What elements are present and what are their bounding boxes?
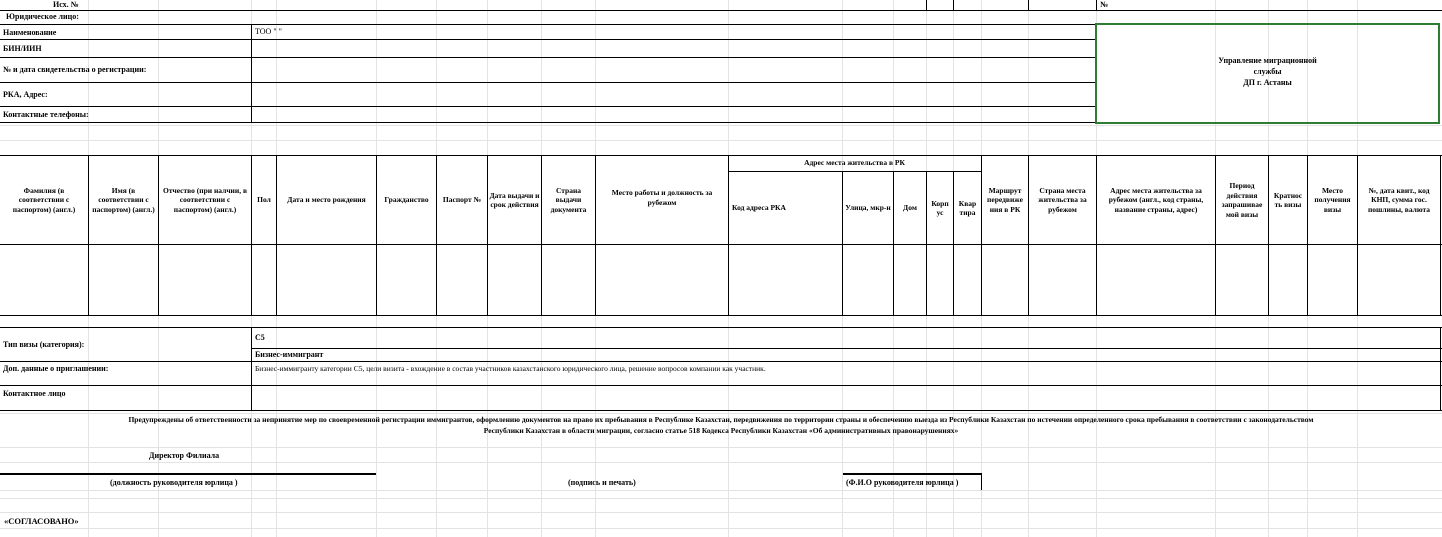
invitation-extra-value[interactable]: Бизнес-иммигранту категории С5, цели визита - вхождение в состав участников казахстанского юридического лица, решение вопросов компании как участник. bbox=[255, 364, 766, 373]
invitation-extra-label: Доп. данные о приглашении: bbox=[3, 364, 109, 373]
name-field[interactable]: ТОО " " bbox=[255, 27, 282, 36]
col-first-name: Имя (в соответствии с паспортом) (англ.) bbox=[92, 185, 155, 214]
fio-caption: (Ф.И.О руководителя юрлица ) bbox=[846, 478, 959, 487]
col-surname: Фамилия (в соответствии с паспортом) (англ.) bbox=[12, 185, 76, 214]
warning-line-1: Предупреждены об ответственности за непринятие мер по своевременной регистрации иммигрантов, оформлению документов на право их пребывания в Республике Казахстан, передвижения по территории страны и обеспечению выезда из Республики Казахстан по истечении определенного срока пребывания в соответствии с законодательством bbox=[128, 415, 1314, 424]
recipient-text bbox=[1097, 55, 1438, 88]
col-residence-country: Страна места жительства за рубежом bbox=[1038, 185, 1087, 214]
col-rka-code: Код адреса РКА bbox=[732, 203, 786, 213]
col-workplace: Место работы и должность за рубежом bbox=[611, 188, 713, 207]
recipient-line-2: службы bbox=[1253, 67, 1282, 76]
out-number-label: Исх. № bbox=[53, 0, 79, 9]
registration-field[interactable] bbox=[252, 58, 1095, 81]
name-label: Наименование bbox=[3, 28, 57, 37]
warning-text bbox=[0, 415, 1442, 436]
col-issue-country: Страна выдачи документа bbox=[550, 185, 587, 214]
bin-label: БИН/ИИН bbox=[3, 44, 42, 53]
phones-field[interactable] bbox=[252, 107, 1095, 121]
col-apartment: Квар тира bbox=[958, 198, 977, 217]
col-passport: Паспорт № bbox=[442, 195, 482, 205]
col-visa-multiplicity: Кратнос ть визы bbox=[1273, 190, 1303, 209]
agreed-label: «СОГЛАСОВАНО» bbox=[4, 516, 79, 526]
visa-type-label: Тип визы (категория): bbox=[3, 340, 85, 349]
recipient-line-1: Управление миграционной bbox=[1218, 56, 1317, 65]
address-label: РКА, Адрес: bbox=[3, 90, 48, 99]
visa-type-name[interactable]: Бизнес-иммигрант bbox=[255, 350, 324, 359]
contact-person-field[interactable] bbox=[252, 386, 1440, 410]
legal-entity-title: Юридическое лицо: bbox=[6, 12, 79, 21]
applicant-data-row[interactable] bbox=[0, 245, 1440, 315]
sign-caption: (подпись и печать) bbox=[568, 478, 636, 487]
col-birth: Дата и место рождения bbox=[287, 195, 366, 205]
col-fee-receipt: №, дата квит., код КНП, сумма гос. пошлины, валюта bbox=[1367, 185, 1431, 214]
col-street: Улица, мкр-н bbox=[845, 203, 891, 213]
address-field[interactable] bbox=[252, 83, 1095, 105]
col-building: Корп ус bbox=[931, 198, 949, 217]
col-patronymic: Отчество (при налчии, в соответствии с паспортом) (англ.) bbox=[162, 185, 247, 214]
recipient-line-3: ДП г. Астаны bbox=[1243, 78, 1292, 87]
col-house: Дом bbox=[903, 203, 917, 213]
col-issue-date: Дата выдачи и срок действия bbox=[489, 190, 540, 209]
warning-line-2: Республики Казахстан в области миграции, согласно статье 518 Кодекса Республики Казахстан «Об административных правонарушениях» bbox=[483, 425, 959, 435]
col-citizenship: Гражданство bbox=[384, 195, 429, 205]
col-sex: Пол bbox=[257, 195, 271, 205]
director-title: Директор Филиала bbox=[149, 451, 220, 460]
contact-person-label: Контактное лицо bbox=[3, 389, 66, 398]
fio-signature-line bbox=[843, 473, 982, 475]
bin-field[interactable] bbox=[252, 40, 1095, 56]
visa-type-code[interactable]: C5 bbox=[255, 333, 265, 342]
position-caption: (должность руководителя юрлица ) bbox=[110, 478, 238, 487]
col-abroad-address: Адрес места жительства за рубежом (англ., код страны, название страны, адрес) bbox=[1108, 185, 1204, 214]
position-signature-line bbox=[0, 473, 376, 475]
number-label: № bbox=[1100, 0, 1109, 9]
col-visa-place: Место получения визы bbox=[1314, 185, 1351, 214]
address-rk-group-header: Адрес места жительства в РК bbox=[804, 158, 905, 168]
phones-label: Контактные телефоны: bbox=[3, 110, 89, 119]
col-visa-period: Период действия запрашивае мой визы bbox=[1221, 181, 1263, 219]
registration-label: № и дата свидетельства о регистрации: bbox=[3, 65, 147, 74]
col-route: Маршрут передвиже ния в РК bbox=[987, 185, 1023, 214]
